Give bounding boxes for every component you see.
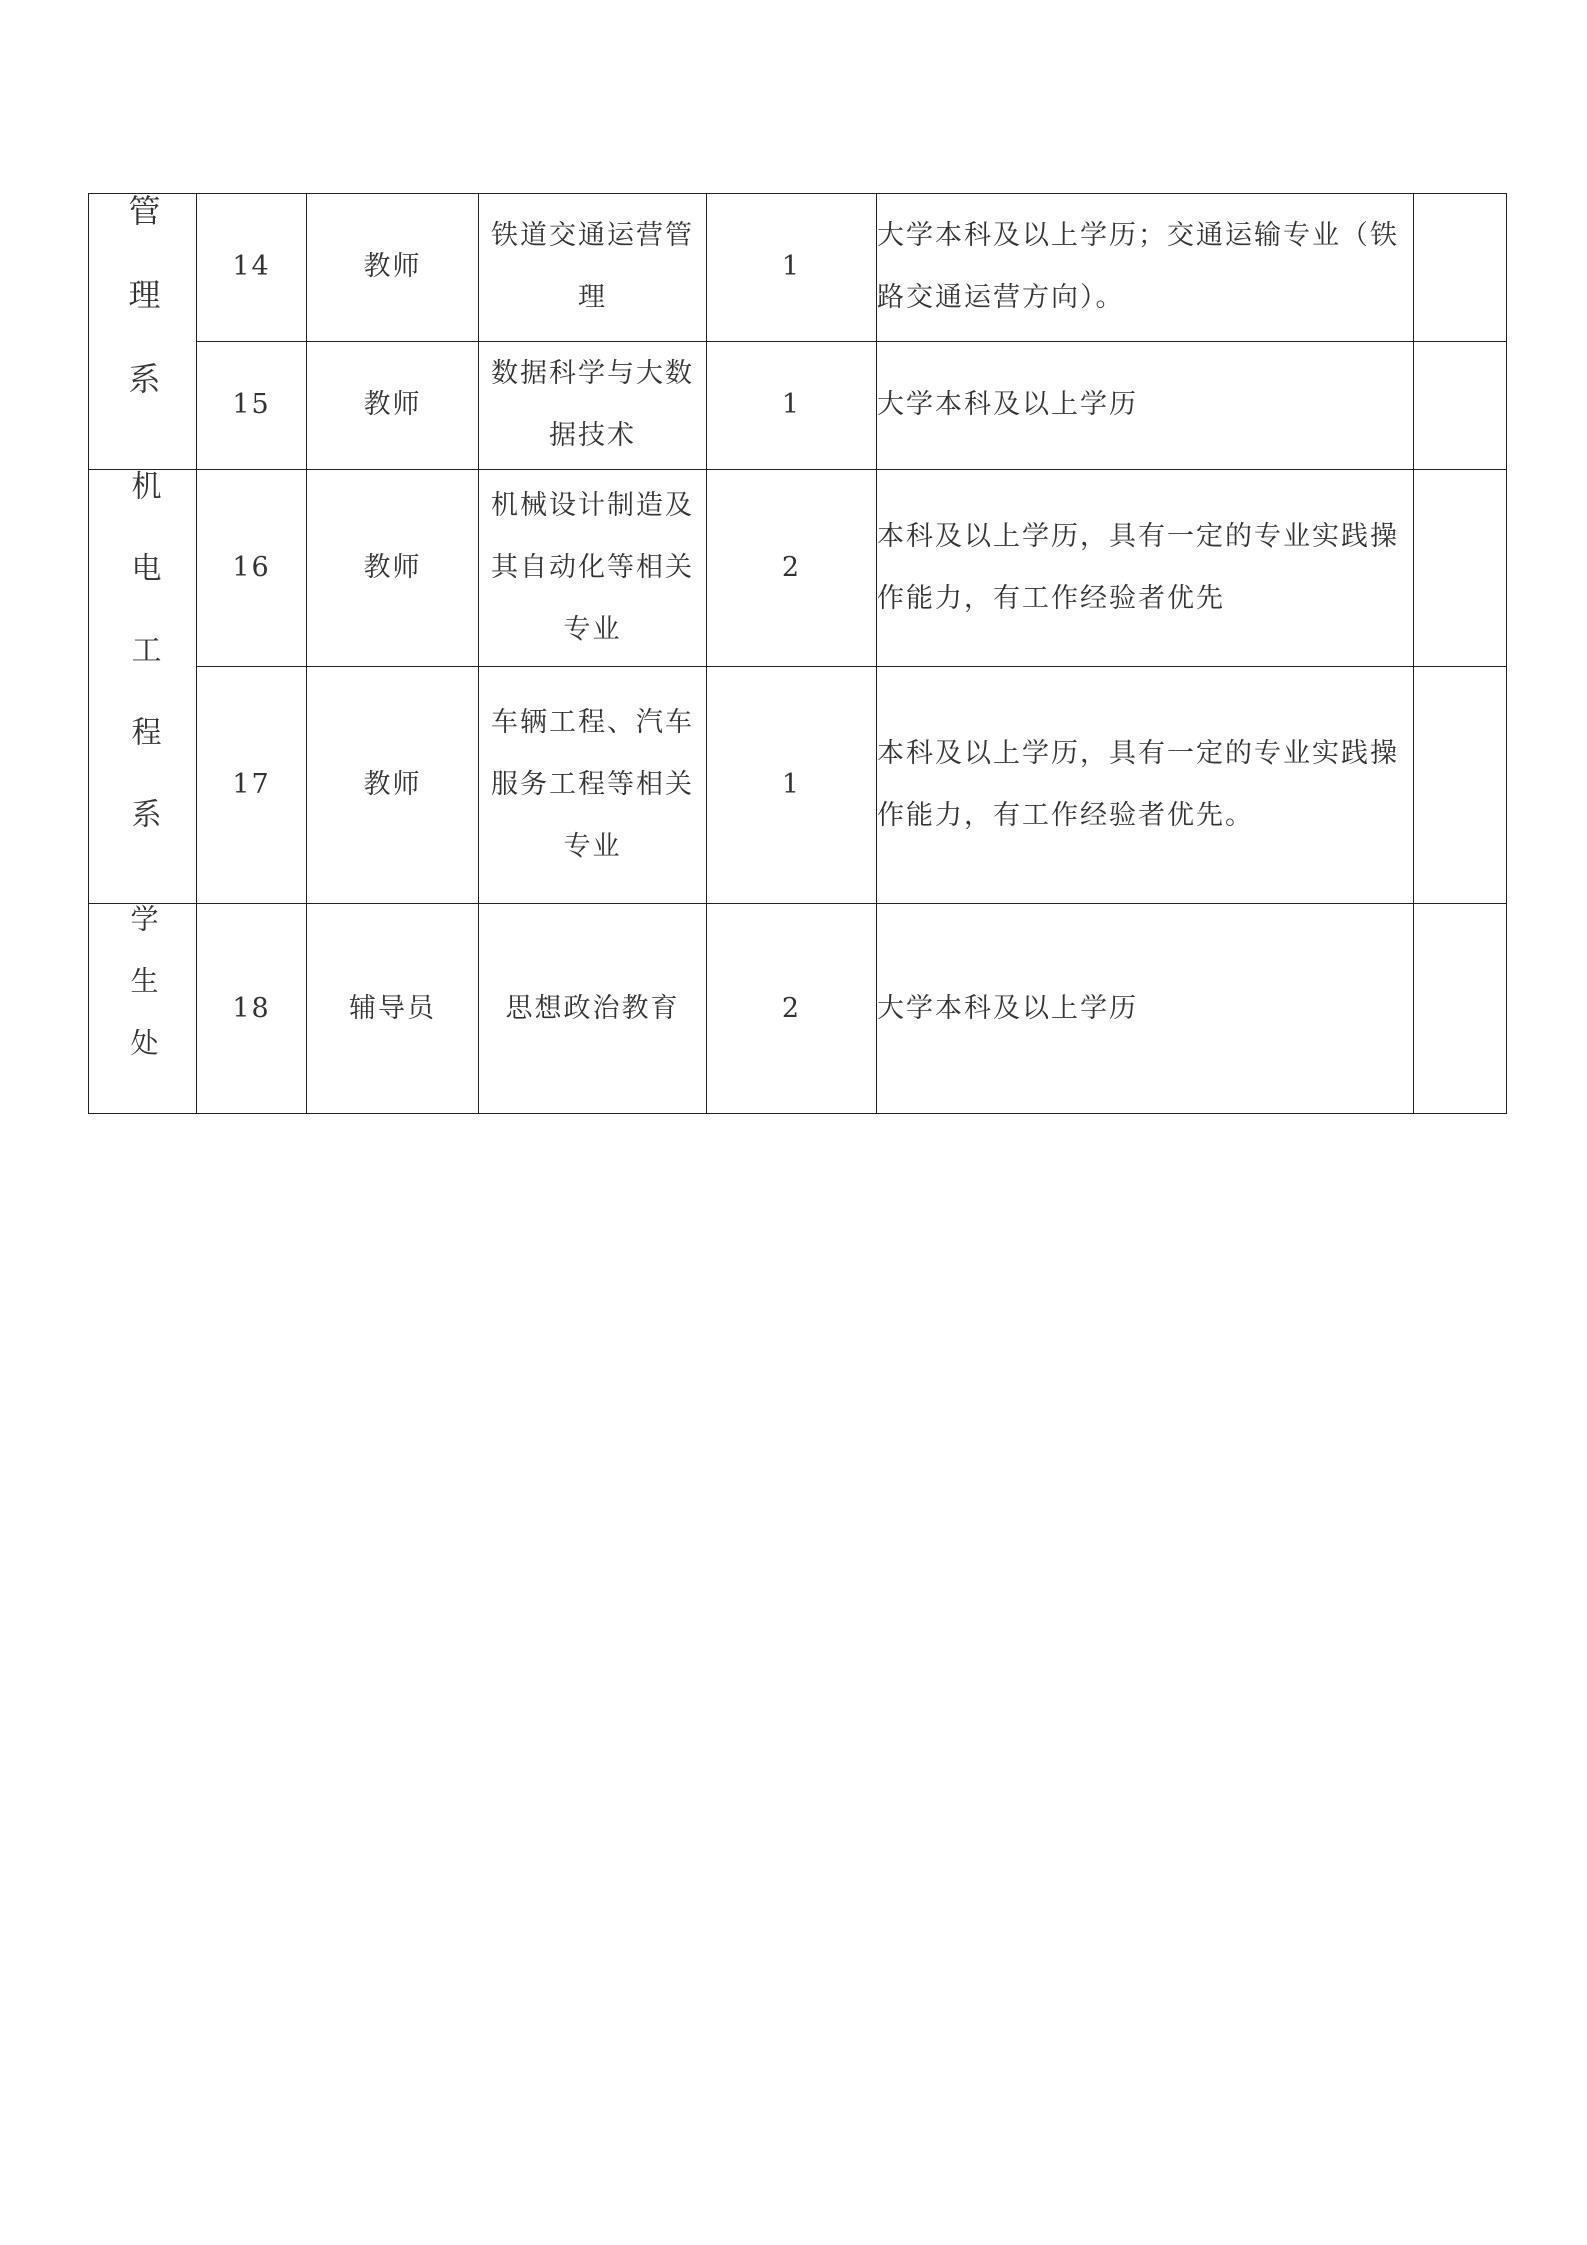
recruitment-table [88, 193, 1507, 1114]
department-name: 管理系 [123, 194, 162, 446]
hiring-count: 2 [707, 904, 877, 1114]
remarks-cell [1414, 194, 1507, 342]
qualification-requirement: 本科及以上学历，具有一定的专业实践操作能力，有工作经验者优先 [877, 470, 1414, 667]
row-number: 14 [197, 194, 307, 342]
row-number: 16 [197, 470, 307, 667]
department-cell [89, 194, 197, 470]
qualification-requirement: 大学本科及以上学历 [877, 341, 1414, 469]
row-number: 17 [197, 667, 307, 904]
row-number: 18 [197, 904, 307, 1114]
remarks-cell [1414, 341, 1507, 469]
table-row [89, 470, 1507, 667]
remarks-cell [1414, 904, 1507, 1114]
major-requirement: 车辆工程、汽车服务工程等相关专业 [479, 667, 707, 904]
position-name: 教师 [307, 470, 479, 667]
position-name: 教师 [307, 194, 479, 342]
table-row [89, 667, 1507, 904]
position-name: 教师 [307, 667, 479, 904]
major-requirement: 数据科学与大数据技术 [479, 341, 707, 469]
department-cell [89, 470, 197, 904]
hiring-count: 1 [707, 194, 877, 342]
qualification-requirement: 本科及以上学历，具有一定的专业实践操作能力，有工作经验者优先。 [877, 667, 1414, 904]
table-row [89, 341, 1507, 469]
qualification-requirement: 大学本科及以上学历 [877, 904, 1414, 1114]
position-name: 教师 [307, 341, 479, 469]
remarks-cell [1414, 470, 1507, 667]
department-cell [89, 904, 197, 1114]
hiring-count: 1 [707, 667, 877, 904]
major-requirement: 思想政治教育 [479, 904, 707, 1114]
qualification-requirement: 大学本科及以上学历；交通运输专业（铁路交通运营方向）。 [877, 194, 1414, 342]
major-requirement: 机械设计制造及其自动化等相关专业 [479, 470, 707, 667]
hiring-count: 2 [707, 470, 877, 667]
department-name: 学生处 [126, 904, 160, 1090]
table-row [89, 904, 1507, 1114]
remarks-cell [1414, 667, 1507, 904]
department-name: 机电工程系 [125, 470, 161, 880]
position-name: 辅导员 [307, 904, 479, 1114]
table-row [89, 194, 1507, 342]
hiring-count: 1 [707, 341, 877, 469]
major-requirement: 铁道交通运营管理 [479, 194, 707, 342]
row-number: 15 [197, 341, 307, 469]
